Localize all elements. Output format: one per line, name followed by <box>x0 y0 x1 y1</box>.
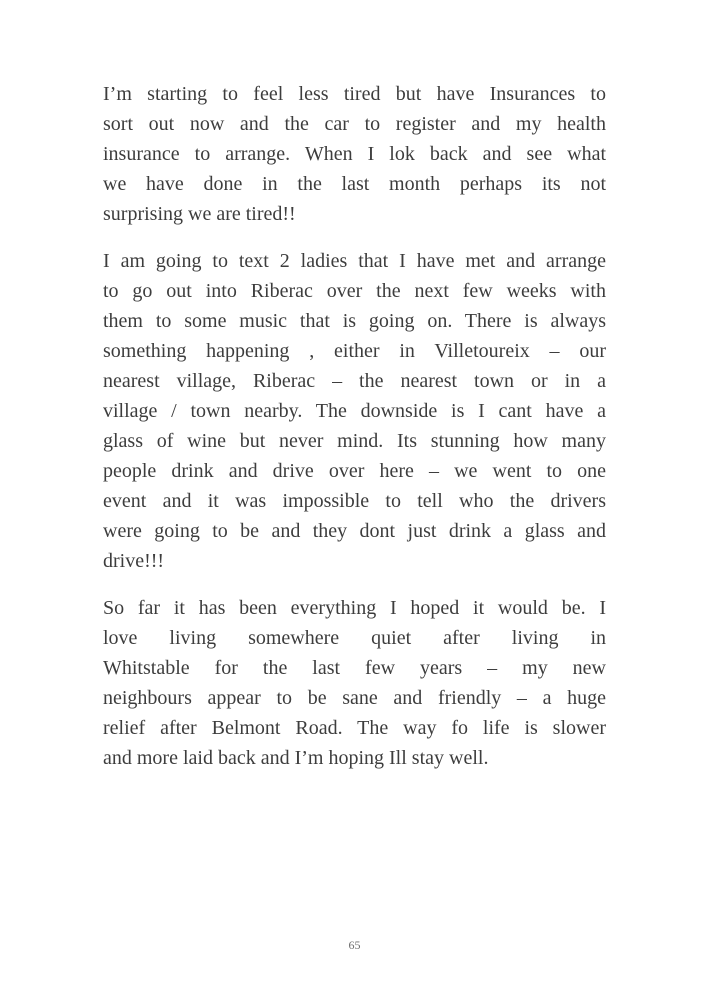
text-line: I’m starting to feel less tired but have Insurances to <box>103 83 606 105</box>
text-line: neighbours appear to be sane and friendly – a huge <box>103 687 606 709</box>
text-line: were going to be and they dont just drink a glass and <box>103 520 606 542</box>
text-line: surprising we are tired!! <box>103 203 296 225</box>
text-line: So far it has been everything I hoped it would be. I <box>103 597 606 619</box>
text-line: village / town nearby. The downside is I cant have a <box>103 400 606 422</box>
text-line: we have done in the last month perhaps its not <box>103 173 606 195</box>
text-line: event and it was impossible to tell who the drivers <box>103 490 606 512</box>
text-line: nearest village, Riberac – the nearest town or in a <box>103 370 606 392</box>
text-line: them to some music that is going on. There is always <box>103 310 606 332</box>
text-line: love living somewhere quiet after living in <box>103 627 606 649</box>
text-line: people drink and drive over here – we went to one <box>103 460 606 482</box>
page-number: 65 <box>348 938 361 952</box>
text-line: relief after Belmont Road. The way fo life is slower <box>103 717 606 739</box>
text-line: sort out now and the car to register and my health <box>103 113 606 135</box>
text-line: I am going to text 2 ladies that I have met and arrange <box>103 250 606 272</box>
text-line: to go out into Riberac over the next few weeks with <box>103 280 606 302</box>
text-line: drive!!! <box>103 550 165 572</box>
text-line: Whitstable for the last few years – my new <box>103 657 606 679</box>
paragraph <box>103 593 606 773</box>
paragraph <box>103 79 606 229</box>
paragraph <box>103 246 606 576</box>
text-line: and more laid back and I’m hoping Ill stay well. <box>103 747 489 769</box>
text-line: something happening , either in Villetoureix – our <box>103 340 606 362</box>
text-line: glass of wine but never mind. Its stunning how many <box>103 430 606 452</box>
page-text <box>103 79 606 790</box>
text-line: insurance to arrange. When I lok back and see what <box>103 143 606 165</box>
